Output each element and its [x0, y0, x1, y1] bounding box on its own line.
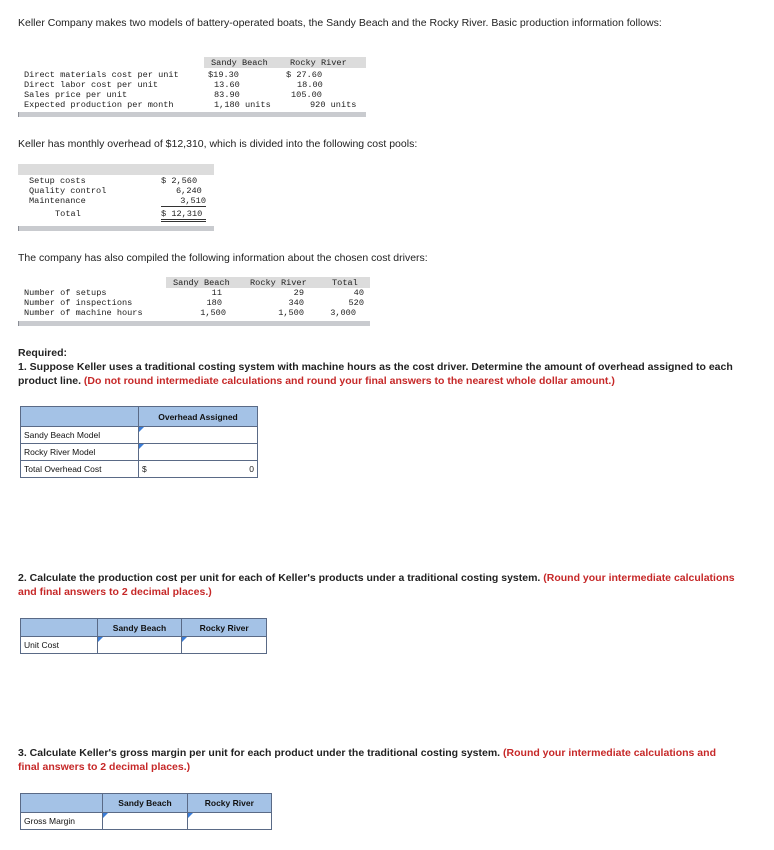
overhead-assigned-table: [20, 406, 258, 478]
drivers-text: The company has also compiled the following information about the chosen cost drivers:: [18, 252, 428, 264]
question-1: [18, 361, 738, 388]
sandy-beach-overhead-input[interactable]: [139, 427, 258, 444]
row-label: Setup costs: [29, 176, 86, 186]
row-label-sandy-beach-model: Sandy Beach Model: [21, 427, 139, 444]
cell-value: 11: [211, 288, 222, 298]
cell-value: $19.30: [208, 70, 239, 80]
row-label: Direct labor cost per unit: [24, 80, 159, 90]
question-2-note: (Round your intermediate calculations and final answers to 2 decimal places.): [18, 572, 735, 598]
col-header-rocky-river: Rocky River: [290, 58, 347, 68]
rocky-river-overhead-input[interactable]: [139, 444, 258, 461]
question-1-text: 1. Suppose Keller uses a traditional costing system with machine hours as the cost driver. Determine the amount of overhead assigned to each product line.: [18, 361, 733, 387]
header-corner: [21, 794, 103, 813]
col-header-total: Total: [332, 278, 358, 288]
row-label-unit-cost: Unit Cost: [21, 637, 98, 654]
cell-value: 13.60: [214, 80, 240, 90]
row-label: Number of inspections: [24, 298, 133, 308]
intro-text: Keller Company makes two models of battery-operated boats, the Sandy Beach and the Rocky River. Basic production information follows:: [18, 17, 662, 29]
question-3-note: (Round your intermediate calculations and final answers to 2 decimal places.): [18, 747, 716, 773]
table-row: [21, 444, 258, 461]
row-label: Maintenance: [29, 196, 86, 206]
total-label: Total: [55, 209, 81, 219]
row-label: Number of setups: [24, 288, 107, 298]
row-label-total-overhead: Total Overhead Cost: [21, 461, 139, 478]
row-label: Expected production per month: [24, 100, 174, 110]
col-header-sandy-beach: Sandy Beach: [173, 278, 230, 288]
col-header-sandy-beach: Sandy Beach: [103, 794, 187, 813]
cell-value: 105.00: [291, 90, 322, 100]
cell-value: 3,510: [161, 196, 206, 207]
cell-value: 29: [293, 288, 304, 298]
question-1-note: (Do not round intermediate calculations and round your final answers to the nearest whole dollar amount.): [83, 374, 615, 387]
col-header-sandy-beach: Sandy Beach: [97, 619, 182, 637]
header-corner: [21, 407, 139, 427]
question-2: [18, 572, 738, 599]
cell-value: 520: [348, 298, 364, 308]
row-label-rocky-river-model: Rocky River Model: [21, 444, 139, 461]
header-corner: [21, 619, 98, 637]
currency-symbol: $: [139, 461, 158, 478]
row-label: Quality control: [29, 186, 107, 196]
cell-value: 180: [206, 298, 222, 308]
col-header-rocky-river: Rocky River: [182, 619, 267, 637]
col-header-rocky-river: Rocky River: [187, 794, 271, 813]
total-overhead-value: 0: [157, 461, 258, 478]
cell-value: 1,500: [278, 308, 304, 318]
table-row: [21, 637, 267, 654]
question-3-text: 3. Calculate Keller's gross margin per unit for each product under the traditional costing system.: [18, 747, 501, 759]
cell-value: 18.00: [297, 80, 323, 90]
rocky-river-gross-margin-input[interactable]: [187, 813, 271, 830]
cell-value: 6,240: [176, 186, 202, 196]
required-heading: Required:: [18, 347, 68, 359]
row-label: Number of machine hours: [24, 308, 143, 318]
rocky-river-unit-cost-input[interactable]: [182, 637, 267, 654]
cell-value: 3,000: [330, 308, 356, 318]
total-value: $ 12,310: [161, 209, 206, 222]
cell-value: 1,500: [200, 308, 226, 318]
table-row: [21, 461, 258, 478]
col-header-sandy-beach: Sandy Beach: [211, 58, 268, 68]
cell-value: 1,180 units: [214, 100, 271, 110]
row-label: Direct materials cost per unit: [24, 70, 179, 80]
cell-value: 83.90: [214, 90, 240, 100]
col-header-rocky-river: Rocky River: [250, 278, 307, 288]
overhead-text: Keller has monthly overhead of $12,310, which is divided into the following cost pools:: [18, 138, 418, 150]
cell-value: $ 2,560: [161, 176, 198, 186]
col-header-overhead-assigned: Overhead Assigned: [139, 407, 258, 427]
cell-value: 40: [353, 288, 364, 298]
row-label: Sales price per unit: [24, 90, 128, 100]
table-row: [21, 427, 258, 444]
table-row: [21, 813, 272, 830]
sandy-beach-gross-margin-input[interactable]: [103, 813, 187, 830]
sandy-beach-unit-cost-input[interactable]: [97, 637, 182, 654]
cell-value: 920 units: [310, 100, 357, 110]
cell-value: $ 27.60: [286, 70, 323, 80]
row-label-gross-margin: Gross Margin: [21, 813, 103, 830]
question-2-text: 2. Calculate the production cost per unit for each of Keller's products under a traditional costing system.: [18, 572, 541, 584]
question-3: [18, 747, 738, 774]
cell-value: 340: [288, 298, 304, 308]
gross-margin-table: [20, 793, 272, 830]
unit-cost-table: [20, 618, 267, 654]
